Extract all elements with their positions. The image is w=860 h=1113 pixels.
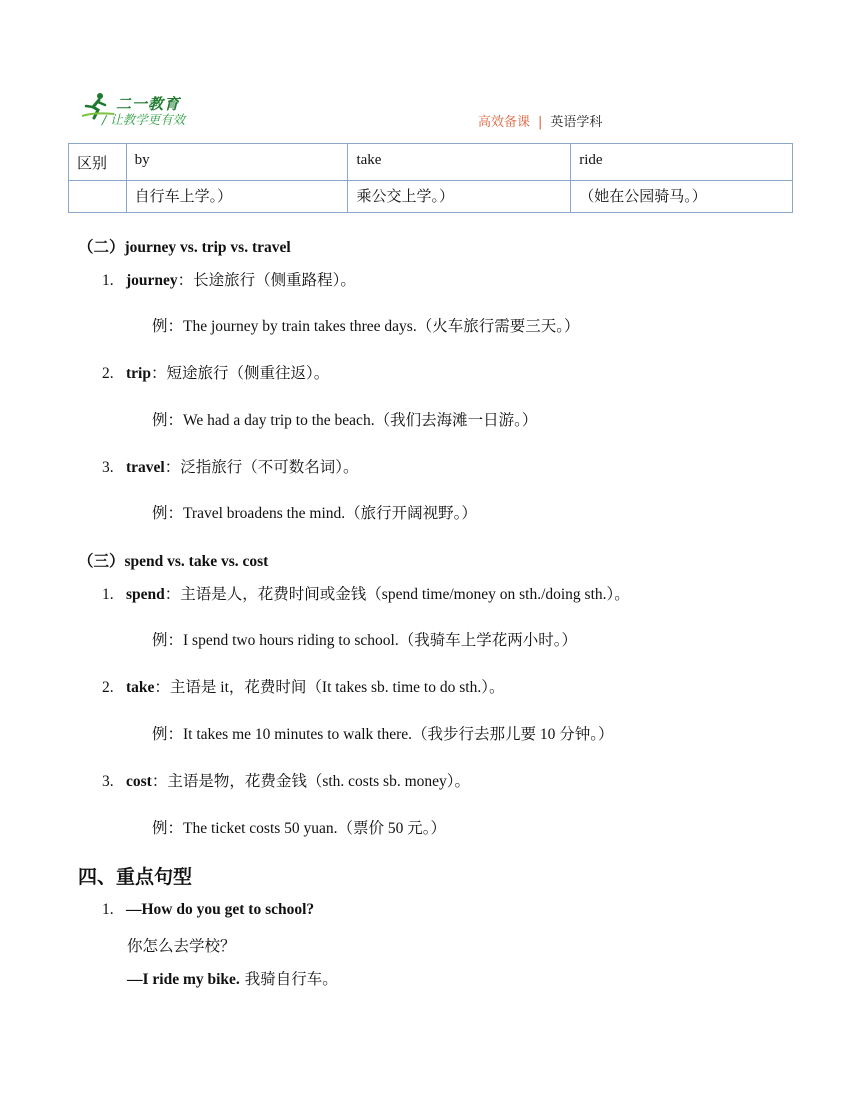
logo: [80, 92, 250, 132]
example-line: 例：I spend two hours riding to school.（我骑车上学花两小时。）: [152, 632, 577, 649]
item-desc: ：泛指旅行（不可数名词）。: [164, 458, 359, 476]
header-separator: |: [538, 115, 543, 130]
list-item: [102, 769, 470, 791]
logo-name: 二一教育: [116, 95, 181, 113]
item-number: 2.: [102, 679, 114, 696]
item-term: trip: [126, 365, 151, 382]
item-desc: ：主语是人，花费时间或金钱（spend time/money on sth./doing sth.）。: [164, 586, 630, 603]
table-cell: （她在公园骑马。）: [571, 181, 793, 213]
item-number: 2.: [102, 365, 114, 382]
item-term: travel: [126, 459, 165, 476]
list-item: [102, 675, 504, 697]
list-item: [102, 268, 356, 290]
example-line: 例：The journey by train takes three days.（火车旅行需要三天。）: [152, 318, 580, 335]
item-term: spend: [126, 586, 165, 603]
table-cell: 乘公交上学。）: [348, 181, 571, 213]
header-tags: [478, 111, 602, 130]
table-cell: ride: [571, 144, 793, 181]
header-tag-subject: 英语学科: [550, 115, 603, 130]
table-row: [69, 144, 793, 181]
list-item: [102, 455, 359, 477]
example-line: 例：It takes me 10 minutes to walk there.（我步行去那儿要 10 分钟。）: [152, 726, 614, 743]
sentence-answer-line: [127, 967, 338, 989]
item-term: cost: [126, 773, 152, 790]
list-item: [102, 582, 630, 604]
table-cell: by: [126, 144, 348, 181]
example-line: 例：The ticket costs 50 yuan.（票价 50 元。）: [152, 820, 447, 837]
table-cell: 区别: [69, 144, 127, 181]
item-term: journey: [126, 272, 178, 289]
table-cell: 自行车上学。）: [126, 181, 348, 213]
item-desc: ：主语是物，花费金钱（sth. costs sb. money）。: [151, 773, 471, 790]
table-cell: take: [348, 144, 571, 181]
list-item: [102, 901, 314, 919]
example-line: 例：We had a day trip to the beach.（我们去海滩一日游。）: [152, 412, 538, 429]
table-row: [69, 181, 793, 213]
sentence-question: —How do you get to school?: [126, 901, 315, 918]
item-desc: ：短途旅行（侧重往返）。: [150, 364, 330, 382]
item-number: 1.: [102, 586, 114, 603]
item-desc: ：长途旅行（侧重路程）。: [177, 271, 356, 289]
logo-slogan: / 让教学更有效: [102, 112, 186, 127]
section-title: （三）spend vs. take vs. cost: [78, 553, 269, 570]
item-number: 1.: [102, 272, 114, 289]
part-heading: 四、重点句型: [78, 866, 193, 888]
sentence-answer: —I ride my bike.: [127, 971, 240, 988]
table-cell: [69, 181, 127, 213]
section-title: （二）journey vs. trip vs. travel: [78, 239, 291, 256]
comparison-table: [68, 143, 793, 213]
item-number: 3.: [102, 459, 114, 476]
header-tag-prep: 高效备课: [478, 115, 531, 130]
sentence-question-cn: 你怎么去学校？: [127, 937, 236, 955]
item-number: 1.: [102, 901, 114, 918]
list-item: [102, 361, 329, 383]
item-number: 3.: [102, 773, 114, 790]
item-desc: ：主语是 it，花费时间（It takes sb. time to do sth.）。: [154, 679, 505, 696]
sentence-answer-cn: 我骑自行车。: [239, 970, 338, 988]
item-term: take: [126, 679, 155, 696]
example-line: 例：Travel broadens the mind.（旅行开阔视野。）: [152, 505, 477, 522]
